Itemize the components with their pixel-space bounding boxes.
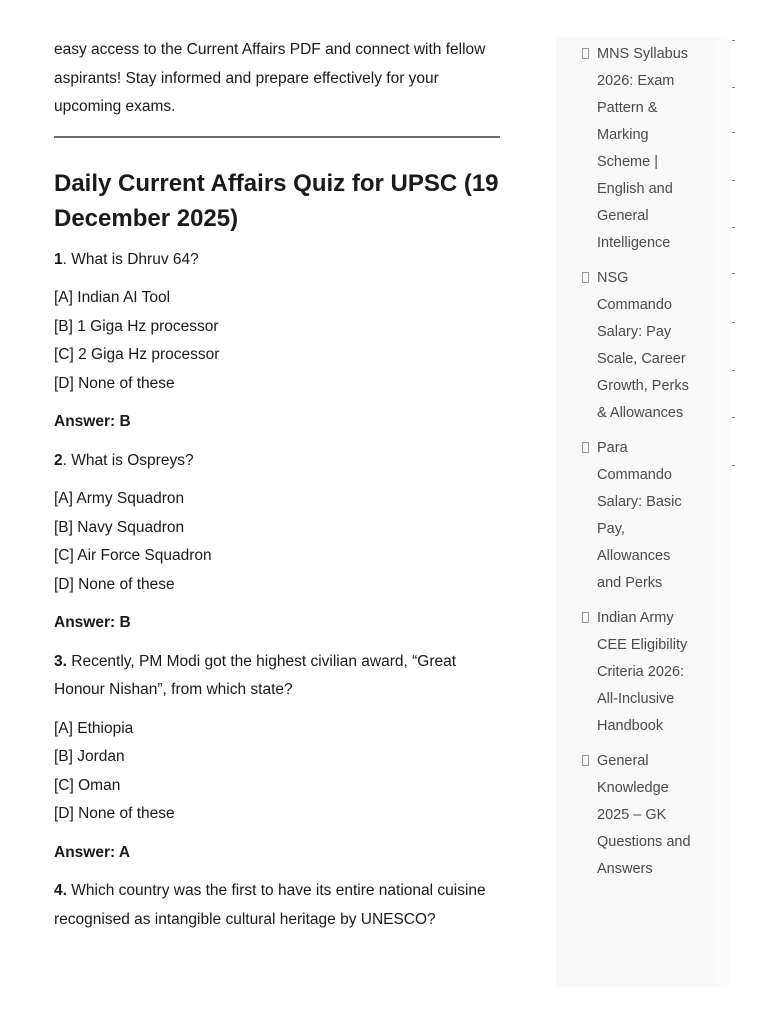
question-body: Recently, PM Modi got the highest civilian award, “Great Honour Nishan”, from which state?	[54, 652, 457, 698]
option-d: [D] None of these	[54, 575, 175, 593]
list-item	[556, 265, 716, 427]
edge-tick	[732, 132, 735, 133]
article-content	[54, 36, 500, 944]
related-post-link[interactable]: Para Commando Salary: Basic Pay, Allowances and Perks	[597, 440, 682, 591]
option-d: [D] None of these	[54, 374, 175, 392]
divider	[54, 136, 500, 138]
edge-tick	[732, 180, 735, 181]
question-block	[54, 447, 500, 638]
edge-tick	[732, 322, 735, 323]
option-c: [C] 2 Giga Hz processor	[54, 346, 220, 363]
option-a: [A] Ethiopia	[54, 719, 134, 737]
related-post-link[interactable]: General Knowledge 2025 – GK Questions and Answers	[597, 753, 691, 877]
question-number: 2	[54, 451, 63, 469]
missing-glyph-icon	[582, 48, 589, 59]
answer-text: Answer: B	[54, 413, 131, 430]
option-c: [C] Oman	[54, 776, 121, 794]
missing-glyph-icon	[582, 442, 589, 453]
related-post-link[interactable]: NSG Commando Salary: Pay Scale, Career Growth, Perks & Allowances	[597, 270, 689, 421]
question-number: 3.	[54, 652, 67, 670]
option-b: [B] Navy Squadron	[54, 518, 185, 536]
option-d: [D] None of these	[54, 805, 175, 822]
missing-glyph-icon	[582, 755, 589, 766]
answer-text: Answer: B	[54, 614, 131, 631]
question-text	[54, 246, 500, 275]
option-list	[54, 485, 500, 599]
list-item	[556, 748, 716, 883]
missing-glyph-icon	[582, 272, 589, 283]
question-separator: .	[62, 250, 72, 268]
option-a: [A] Army Squadron	[54, 490, 185, 507]
list-item	[556, 605, 716, 740]
option-b: [B] 1 Giga Hz processor	[54, 317, 219, 335]
question-number: 4.	[54, 882, 67, 899]
option-b: [B] Jordan	[54, 748, 125, 765]
list-item	[556, 41, 716, 257]
question-text	[54, 648, 500, 705]
edge-tick	[732, 370, 735, 371]
related-post-link[interactable]: MNS Syllabus 2026: Exam Pattern & Marking Scheme | English and General Intelligence	[597, 46, 689, 251]
clipped-column-edge	[732, 37, 740, 487]
missing-glyph-icon	[582, 612, 589, 623]
sidebar-edge-panel	[716, 37, 730, 987]
question-text	[54, 447, 500, 476]
question-body: What is Ospreys?	[71, 451, 194, 469]
question-body: Which country was the first to have its entire national cuisine recognised as intangible cultural heritage by UNESCO?	[54, 882, 486, 928]
list-item	[556, 435, 716, 597]
edge-tick	[732, 417, 735, 418]
answer-text: Answer: A	[54, 843, 131, 861]
edge-tick	[732, 40, 735, 41]
option-c: [C] Air Force Squadron	[54, 547, 212, 564]
question-block	[54, 877, 500, 934]
option-list	[54, 284, 500, 398]
edge-tick	[732, 227, 735, 228]
quiz-heading: Daily Current Affairs Quiz for UPSC (19 December 2025)	[54, 169, 499, 232]
related-post-link[interactable]: Indian Army CEE Eligibility Criteria 2026: All-Inclusive Handbook	[597, 610, 688, 734]
edge-tick	[732, 273, 735, 274]
edge-tick	[732, 465, 735, 466]
edge-tick	[732, 87, 735, 88]
question-block	[54, 246, 500, 437]
question-separator: .	[62, 451, 72, 469]
question-body: What is Dhruv 64?	[71, 250, 199, 268]
option-a: [A] Indian AI Tool	[54, 289, 171, 306]
question-number: 1	[54, 250, 63, 268]
option-list	[54, 715, 500, 829]
related-posts-list	[556, 37, 716, 883]
intro-paragraph: easy access to the Current Affairs PDF and connect with fellow aspirants! Stay informed and prepare effectively for your upcoming exams.	[54, 41, 486, 115]
question-block	[54, 648, 500, 868]
question-text	[54, 877, 500, 934]
related-posts-sidebar	[556, 37, 716, 987]
